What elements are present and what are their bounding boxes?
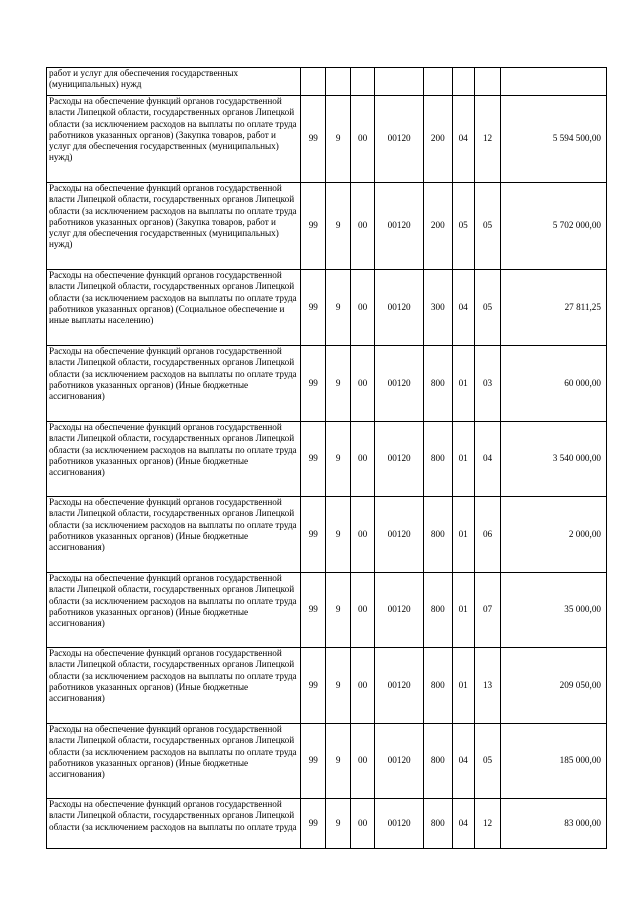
subprogram-code-cell: 9 bbox=[326, 270, 350, 346]
program-code-cell: 99 bbox=[301, 724, 326, 799]
amount-cell bbox=[501, 68, 607, 96]
subsection-code-cell: 03 bbox=[474, 346, 500, 422]
amount-cell: 83 000,00 bbox=[501, 799, 607, 849]
row-description: работ и услуг для обеспечения государственных (муниципальных) нужд bbox=[47, 68, 301, 96]
subprogram-code-cell: 9 bbox=[326, 183, 350, 270]
amount-cell: 3 540 000,00 bbox=[501, 422, 607, 497]
amount-cell: 209 050,00 bbox=[501, 648, 607, 724]
expense-type-cell: 800 bbox=[424, 799, 452, 849]
row-description: Расходы на обеспечение функций органов государственной власти Липецкой области, государственных органов Липецкой области (за исключением расходов на выплаты по оплате труда работников указанных органов) (Иные бюджетные ассигнования) bbox=[47, 497, 301, 573]
main-event-code-cell: 00 bbox=[350, 346, 374, 422]
amount-cell: 60 000,00 bbox=[501, 346, 607, 422]
table-row bbox=[47, 573, 607, 648]
table-row bbox=[47, 422, 607, 497]
main-event-code-cell: 00 bbox=[350, 497, 374, 573]
table-row bbox=[47, 270, 607, 346]
expense-type-cell: 300 bbox=[424, 270, 452, 346]
section-code-cell: 04 bbox=[452, 270, 474, 346]
expense-type-cell: 200 bbox=[424, 183, 452, 270]
expense-type-cell: 200 bbox=[424, 96, 452, 183]
subsection-code-cell: 06 bbox=[474, 497, 500, 573]
row-description: Расходы на обеспечение функций органов государственной власти Липецкой области, государственных органов Липецкой области (за исключением расходов на выплаты по оплате труда работников указанных органов) (Иные бюджетные ассигнования) bbox=[47, 724, 301, 799]
subprogram-code-cell: 9 bbox=[326, 573, 350, 648]
table-row bbox=[47, 648, 607, 724]
direction-code-cell: 00120 bbox=[375, 96, 424, 183]
row-description: Расходы на обеспечение функций органов государственной власти Липецкой области, государственных органов Липецкой области (за исключением расходов на выплаты по оплате труда работников указанных органов) (Иные бюджетные ассигнования) bbox=[47, 422, 301, 497]
amount-cell: 35 000,00 bbox=[501, 573, 607, 648]
section-code-cell: 01 bbox=[452, 573, 474, 648]
row-description: Расходы на обеспечение функций органов государственной власти Липецкой области, государственных органов Липецкой области (за исключением расходов на выплаты по оплате труда работников указанных органов) (Иные бюджетные ассигнования) bbox=[47, 573, 301, 648]
direction-code-cell: 00120 bbox=[375, 497, 424, 573]
subprogram-code-cell: 9 bbox=[326, 724, 350, 799]
table-row bbox=[47, 799, 607, 849]
table-row bbox=[47, 96, 607, 183]
program-code-cell: 99 bbox=[301, 96, 326, 183]
subprogram-code-cell: 9 bbox=[326, 799, 350, 849]
row-description: Расходы на обеспечение функций органов государственной власти Липецкой области, государственных органов Липецкой области (за исключением расходов на выплаты по оплате труда работников указанных органов) (Социальное обеспечение и иные выплаты населению) bbox=[47, 270, 301, 346]
row-description: Расходы на обеспечение функций органов государственной власти Липецкой области, государственных органов Липецкой области (за исключением расходов на выплаты по оплате труда работников указанных органов) (Иные бюджетные ассигнования) bbox=[47, 346, 301, 422]
main-event-code-cell: 00 bbox=[350, 799, 374, 849]
amount-cell: 185 000,00 bbox=[501, 724, 607, 799]
table-row bbox=[47, 724, 607, 799]
table-row bbox=[47, 68, 607, 96]
expense-type-cell: 800 bbox=[424, 724, 452, 799]
direction-code-cell: 00120 bbox=[375, 573, 424, 648]
budget-table bbox=[46, 67, 607, 849]
main-event-code-cell: 00 bbox=[350, 96, 374, 183]
amount-cell: 27 811,25 bbox=[501, 270, 607, 346]
section-code-cell: 05 bbox=[452, 183, 474, 270]
program-code-cell: 99 bbox=[301, 648, 326, 724]
section-code-cell: 01 bbox=[452, 497, 474, 573]
section-code-cell: 04 bbox=[452, 96, 474, 183]
main-event-code-cell: 00 bbox=[350, 422, 374, 497]
direction-code-cell: 00120 bbox=[375, 183, 424, 270]
direction-code-cell: 00120 bbox=[375, 799, 424, 849]
budget-table-body bbox=[47, 68, 607, 849]
section-code-cell: 01 bbox=[452, 422, 474, 497]
program-code-cell: 99 bbox=[301, 346, 326, 422]
main-event-code-cell: 00 bbox=[350, 648, 374, 724]
table-row bbox=[47, 497, 607, 573]
main-event-code-cell: 00 bbox=[350, 183, 374, 270]
subsection-code-cell: 12 bbox=[474, 96, 500, 183]
expense-type-cell: 800 bbox=[424, 497, 452, 573]
row-description: Расходы на обеспечение функций органов государственной власти Липецкой области, государственных органов Липецкой области (за исключением расходов на выплаты по оплате труда работников указанных органов) (Закупка товаров, работ и услуг для обеспечения государственных (муниципальных) нужд) bbox=[47, 96, 301, 183]
subprogram-code-cell: 9 bbox=[326, 96, 350, 183]
subsection-code-cell: 12 bbox=[474, 799, 500, 849]
subsection-code-cell: 05 bbox=[474, 183, 500, 270]
subprogram-code-cell bbox=[326, 68, 350, 96]
main-event-code-cell: 00 bbox=[350, 270, 374, 346]
section-code-cell: 04 bbox=[452, 724, 474, 799]
amount-cell: 5 702 000,00 bbox=[501, 183, 607, 270]
subsection-code-cell: 07 bbox=[474, 573, 500, 648]
section-code-cell: 04 bbox=[452, 799, 474, 849]
main-event-code-cell bbox=[350, 68, 374, 96]
amount-cell: 2 000,00 bbox=[501, 497, 607, 573]
main-event-code-cell: 00 bbox=[350, 573, 374, 648]
program-code-cell: 99 bbox=[301, 422, 326, 497]
section-code-cell bbox=[452, 68, 474, 96]
program-code-cell: 99 bbox=[301, 799, 326, 849]
direction-code-cell: 00120 bbox=[375, 270, 424, 346]
program-code-cell: 99 bbox=[301, 183, 326, 270]
subsection-code-cell: 13 bbox=[474, 648, 500, 724]
expense-type-cell: 800 bbox=[424, 573, 452, 648]
table-row bbox=[47, 183, 607, 270]
program-code-cell: 99 bbox=[301, 270, 326, 346]
main-event-code-cell: 00 bbox=[350, 724, 374, 799]
row-description: Расходы на обеспечение функций органов государственной власти Липецкой области, государственных органов Липецкой области (за исключением расходов на выплаты по оплате труда работников указанных органов) (Иные бюджетные ассигнования) bbox=[47, 648, 301, 724]
direction-code-cell bbox=[375, 68, 424, 96]
expense-type-cell: 800 bbox=[424, 422, 452, 497]
direction-code-cell: 00120 bbox=[375, 648, 424, 724]
subprogram-code-cell: 9 bbox=[326, 497, 350, 573]
section-code-cell: 01 bbox=[452, 346, 474, 422]
expense-type-cell: 800 bbox=[424, 346, 452, 422]
amount-cell: 5 594 500,00 bbox=[501, 96, 607, 183]
program-code-cell: 99 bbox=[301, 573, 326, 648]
direction-code-cell: 00120 bbox=[375, 422, 424, 497]
row-description: Расходы на обеспечение функций органов государственной власти Липецкой области, государственных органов Липецкой области (за исключением расходов на выплаты по оплате труда bbox=[47, 799, 301, 849]
subprogram-code-cell: 9 bbox=[326, 346, 350, 422]
subprogram-code-cell: 9 bbox=[326, 648, 350, 724]
row-description: Расходы на обеспечение функций органов государственной власти Липецкой области, государственных органов Липецкой области (за исключением расходов на выплаты по оплате труда работников указанных органов) (Закупка товаров, работ и услуг для обеспечения государственных (муниципальных) нужд) bbox=[47, 183, 301, 270]
subsection-code-cell: 05 bbox=[474, 270, 500, 346]
subprogram-code-cell: 9 bbox=[326, 422, 350, 497]
direction-code-cell: 00120 bbox=[375, 724, 424, 799]
subsection-code-cell: 05 bbox=[474, 724, 500, 799]
program-code-cell: 99 bbox=[301, 497, 326, 573]
expense-type-cell: 800 bbox=[424, 648, 452, 724]
program-code-cell bbox=[301, 68, 326, 96]
section-code-cell: 01 bbox=[452, 648, 474, 724]
subsection-code-cell bbox=[474, 68, 500, 96]
expense-type-cell bbox=[424, 68, 452, 96]
table-row bbox=[47, 346, 607, 422]
subsection-code-cell: 04 bbox=[474, 422, 500, 497]
direction-code-cell: 00120 bbox=[375, 346, 424, 422]
